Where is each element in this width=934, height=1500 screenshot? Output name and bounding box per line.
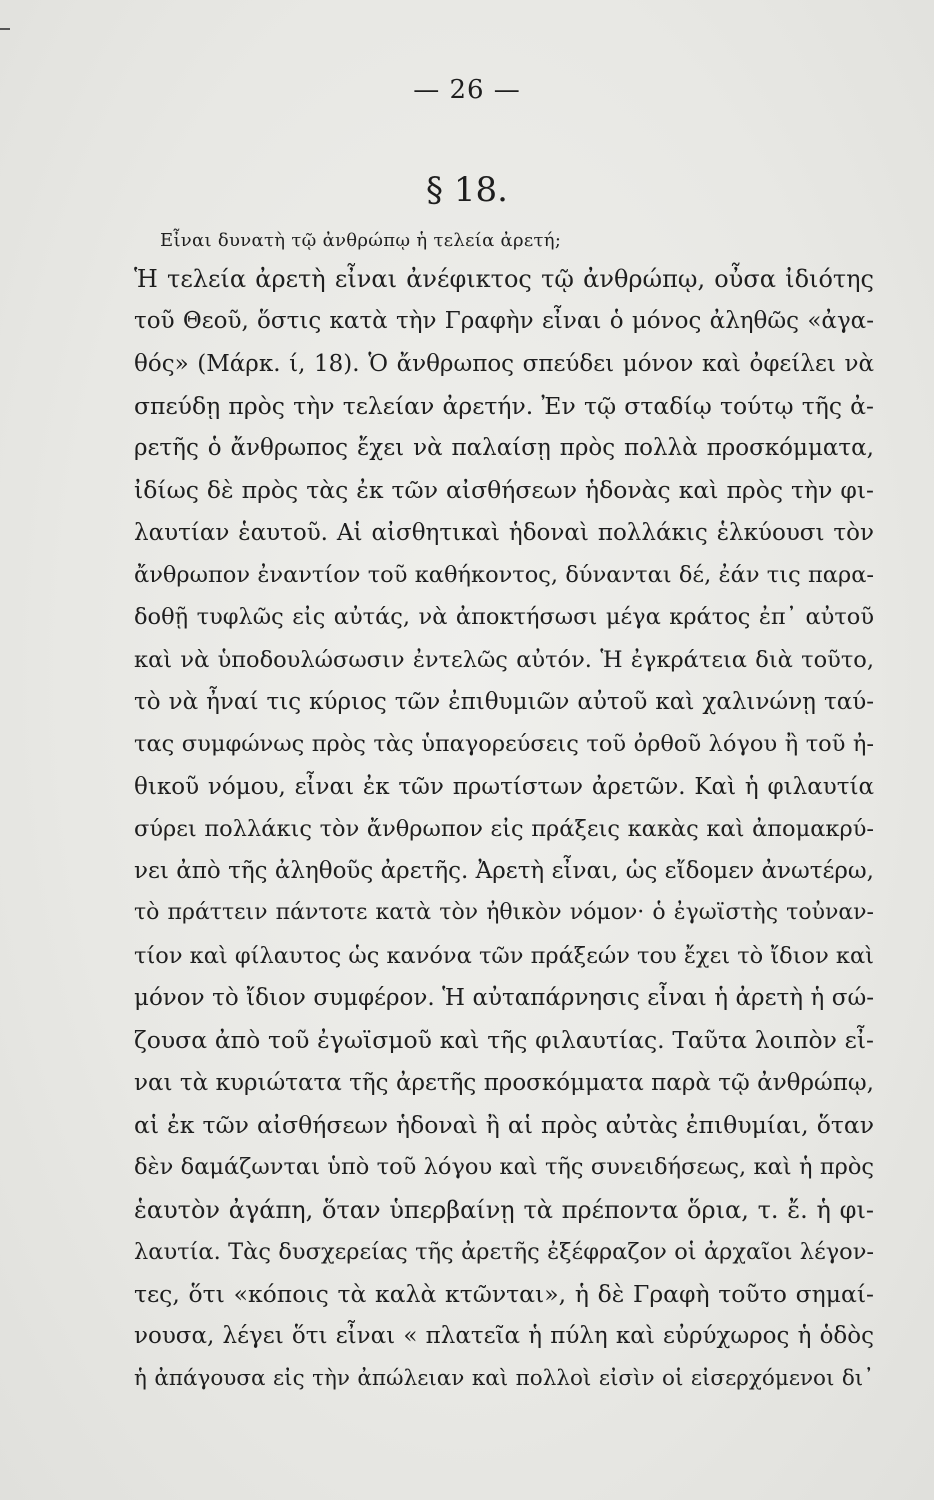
text-line: σύρει πολλάκις τὸν ἄνθρωπον εἰς πράξεις κακὰς καὶ ἀπομακρύ- [134, 815, 874, 842]
text-line: λαυτίαν ἑαυτοῦ. Αἱ αἰσθητικαὶ ἡδοναὶ πολλάκις ἑλκύουσι τὸν [134, 519, 874, 546]
text-line: τες, ὅτι «κόποις τὰ καλὰ κτῶνται», ἡ δὲ Γραφὴ τοῦτο σημαί- [134, 1280, 874, 1309]
text-line: νει ἀπὸ τῆς ἀληθοῦς ἀρετῆς. Ἀρετὴ εἶναι, ὡς εἴδομεν ἀνωτέρω, [134, 858, 874, 885]
text-line: ἄνθρωπον ἐναντίον τοῦ καθήκοντος, δύνανται δέ, ἐάν τις παρα- [134, 562, 874, 589]
text-line: ζουσα ἀπὸ τοῦ ἐγωϊσμοῦ καὶ τῆς φιλαυτίας. Ταῦτα λοιπὸν εἶ- [134, 1026, 874, 1055]
text-line: λαυτία. Τὰς δυσχερείας τῆς ἀρετῆς ἐξέφραζον οἱ ἀρχαῖοι λέγον- [134, 1238, 874, 1265]
text-line: τίον καὶ φίλαυτος ὡς κανόνα τῶν πράξεών του ἔχει τὸ ἴδιον καὶ [134, 942, 874, 969]
text-line: θικοῦ νόμου, εἶναι ἐκ τῶν πρωτίστων ἀρετῶν. Καὶ ἡ φιλαυτία [134, 773, 874, 800]
text-line: τας συμφώνως πρὸς τὰς ὑπαγορεύσεις τοῦ ὀρθοῦ λόγου ἢ τοῦ ἠ- [134, 731, 874, 758]
text-line: τὸ νὰ ἦναί τις κύριος τῶν ἐπιθυμιῶν αὐτοῦ καὶ χαλινώνῃ ταύ- [134, 688, 874, 715]
page-edge-mark [0, 28, 10, 30]
body-text [134, 258, 874, 1400]
text-line: δοθῇ τυφλῶς εἰς αὐτάς, νὰ ἀποκτήσωσι μέγα κράτος ἐπ᾿ αὐτοῦ [134, 604, 874, 631]
text-line: ἰδίως δὲ πρὸς τὰς ἐκ τῶν αἰσθήσεων ἡδονὰς καὶ πρὸς τὴν φι- [134, 476, 874, 505]
text-line: ἑαυτὸν ἀγάπη, ὅταν ὑπερβαίνῃ τὰ πρέποντα ὅρια, τ. ἔ. ἡ φι- [134, 1195, 874, 1224]
text-line: νουσα, λέγει ὅτι εἶναι « πλατεῖα ἡ πύλη καὶ εὐρύχωρος ἡ ὁδὸς [134, 1323, 874, 1350]
text-line: μόνον τὸ ἴδιον συμφέρον. Ἡ αὐταπάρνησις εἶναι ἡ ἀρετὴ ἡ σώ- [134, 985, 874, 1012]
text-line: τοῦ Θεοῦ, ὅστις κατὰ τὴν Γραφὴν εἶναι ὁ μόνος ἀληθῶς «ἀγα- [134, 308, 874, 335]
page-number: — 26 — [413, 75, 521, 105]
text-line: ἡ ἀπάγουσα εἰς τὴν ἀπώλειαν καὶ πολλοὶ εἰσὶν οἱ εἰσερχόμενοι δι᾿ [134, 1365, 874, 1391]
text-line: Ἡ τελεία ἀρετὴ εἶναι ἀνέφικτος τῷ ἀνθρώπῳ, οὖσα ἰδιότης [134, 265, 874, 293]
text-line: αἱ ἐκ τῶν αἰσθήσεων ἡδοναὶ ἢ αἱ πρὸς αὐτὰς ἐπιθυμίαι, ὅταν [134, 1110, 874, 1139]
text-line: καὶ νὰ ὑποδουλώσωσιν ἐντελῶς αὐτόν. Ἡ ἐγκράτεια διὰ τοῦτο, [134, 646, 874, 673]
text-line: ρετῆς ὁ ἄνθρωπος ἔχει νὰ παλαίσῃ πρὸς πολλὰ προσκόμματα, [134, 435, 874, 462]
text-line: τὸ πράττειν πάντοτε κατὰ τὸν ἠθικὸν νόμον· ὁ ἐγωϊστὴς τοὐναν- [134, 900, 874, 926]
text-line: δὲν δαμάζωνται ὑπὸ τοῦ λόγου καὶ τῆς συνειδήσεως, καὶ ἡ πρὸς [134, 1154, 874, 1181]
text-line: σπεύδῃ πρὸς τὴν τελείαν ἀρετήν. Ἐν τῷ σταδίῳ τούτῳ τῆς ἀ- [134, 391, 874, 420]
text-line: θός» (Μάρκ. ί, 18). Ὁ ἄνθρωπος σπεύδει μόνον καὶ ὀφείλει νὰ [134, 350, 874, 377]
section-question: Εἶναι δυνατὴ τῷ ἀνθρώπῳ ἡ τελεία ἀρετή; [160, 230, 562, 251]
text-line: ναι τὰ κυριώτατα τῆς ἀρετῆς προσκόμματα παρὰ τῷ ἀνθρώπῳ, [134, 1069, 874, 1096]
section-heading: § 18. [426, 170, 508, 210]
